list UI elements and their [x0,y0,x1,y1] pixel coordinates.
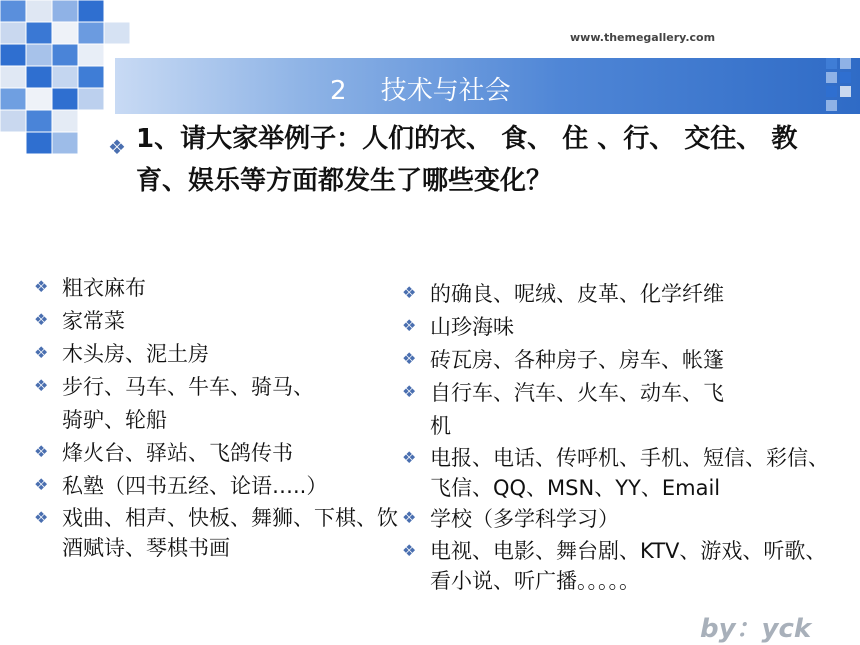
diamond-bullet-icon: ❖ [34,442,49,461]
corner-square [826,100,837,111]
diamond-bullet-icon: ❖ [402,349,417,368]
list-item: ❖ 电报、电话、传呼机、手机、短信、彩信、飞信、QQ、MSN、YY、Email [402,446,829,500]
diamond-bullet-icon: ❖ [34,508,49,527]
diamond-bullet-icon: ❖ [34,277,49,296]
corner-square [840,86,851,97]
left-list [32,272,402,563]
diamond-bullet-icon: ❖ [402,382,417,401]
slide-title: 2 技术与社会 [330,76,511,106]
diamond-bullet-icon: ❖ [108,135,126,159]
right-list [400,278,845,596]
list-item: ❖ 电视、电影、舞台剧、KTV、游戏、听歌、看小说、听广播。。。。。 [402,539,827,593]
list-item: ❖ 自行车、汽车、火车、动车、飞机 [402,381,724,438]
diamond-bullet-icon: ❖ [34,310,49,329]
website-url: www.themegallery.com [570,31,716,44]
list-item: ❖ 学校（多学科学习） [402,507,619,531]
author-signature: by：yck [700,614,812,644]
list-item: ❖ 木头房、泥土房 [34,342,209,366]
list-item: ❖ 山珍海味 [402,315,514,339]
corner-square [826,72,837,83]
corner-square [840,58,851,69]
list-item: ❖ 戏曲、相声、快板、舞狮、下棋、饮酒赋诗、琴棋书画 [34,506,398,560]
list-item: ❖ 砖瓦房、各种房子、房车、帐篷 [402,348,724,372]
diamond-bullet-icon: ❖ [34,475,49,494]
list-item: ❖ 的确良、呢绒、皮革、化学纤维 [402,282,724,306]
list-item: ❖ 烽火台、驿站、飞鸽传书 [34,441,293,465]
diamond-bullet-icon: ❖ [402,541,417,560]
list-item: ❖ 私塾（四书五经、论语…..） [34,474,328,498]
diamond-bullet-icon: ❖ [402,316,417,335]
diamond-bullet-icon: ❖ [34,343,49,362]
diamond-bullet-icon: ❖ [402,508,417,527]
corner-square [826,58,837,69]
list-item: ❖ 步行、马车、牛车、骑马、骑驴、轮船 [34,375,314,432]
list-item: ❖ 家常菜 [34,309,125,333]
diamond-bullet-icon: ❖ [34,376,49,395]
corner-square [840,72,851,83]
question-block [108,118,808,202]
list-item: ❖ 粗衣麻布 [34,276,146,300]
question-text: 1、请大家举例子：人们的衣、 食、 住 、行、 交往、 教育、娱乐等方面都发生了哪些变化？ [136,124,798,196]
diamond-bullet-icon: ❖ [402,448,417,467]
diamond-bullet-icon: ❖ [402,283,417,302]
corner-square [826,86,837,97]
